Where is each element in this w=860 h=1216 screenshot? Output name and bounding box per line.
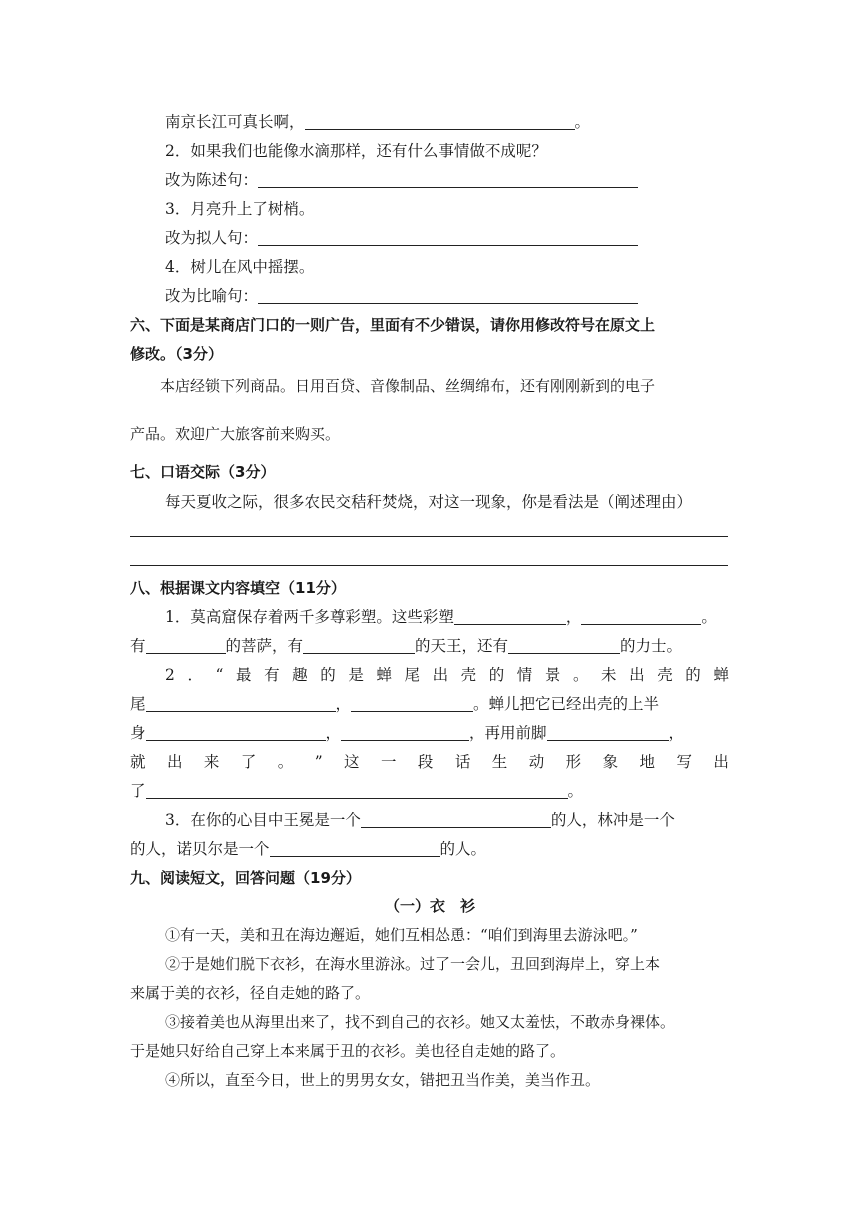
char: 是 [348,666,364,684]
text-pusa: 的菩萨，有 [225,637,304,655]
q5-item4-text: 4．树儿在风中摇摆。 [165,258,315,276]
section9-heading: 九、阅读短文，回答问题（19分） [130,869,361,887]
answer-blank[interactable] [146,782,568,799]
q5-item3-answer-line [165,228,638,248]
answer-blank[interactable] [258,229,638,246]
section6-heading-line1: 六、下面是某商店门口的一则广告，里面有不少错误，请你用修改符号在原文上 [130,316,656,334]
passage-p2-line2: 来属于美的衣衫，径自走她的路了。 [130,984,371,1002]
section8-heading: 八、根据课文内容填空（11分） [130,579,346,597]
section6-ad-line1: 本店经锁下列商品。日用百贷、音像制品、丝绸绵布，还有刚刚新到的电子 [160,377,656,395]
answer-blank[interactable] [454,608,566,625]
char: 有 [264,666,280,684]
char: 这 [344,753,360,771]
char: 了 [240,753,257,771]
char: 地 [639,753,656,771]
char: 的 [488,666,505,684]
char: 段 [417,753,434,771]
text-shen: 身 [130,724,146,742]
answer-blank[interactable] [361,811,551,828]
char: 的 [320,666,336,684]
char: 情 [516,666,533,684]
text-tianwang: 的天王，还有 [415,637,509,655]
section8-item3-line1 [165,810,675,830]
answer-blank[interactable] [146,724,326,741]
answer-blank[interactable] [146,695,336,712]
char: ” [314,753,323,771]
q5-item4-answer-line [165,286,638,306]
comma: ， [335,695,352,713]
answer-blank[interactable] [508,637,620,654]
char: 壳 [460,666,477,684]
answer-line[interactable] [130,536,728,537]
char: 就 [130,753,146,771]
q5-item1-line [165,112,590,132]
text-nobel: 的人，诺贝尔是一个 [130,840,270,858]
answer-blank[interactable] [258,171,638,188]
section8-item3-line2 [130,839,486,859]
char: “ [215,666,224,684]
answer-blank[interactable] [305,113,575,130]
text-deren: 的人。 [439,840,487,858]
passage-p3-line1: ③接着美也从海里出来了，找不到自己的衣衫。她又太羞怯，不敢赤身裸体。 [165,1013,676,1031]
text-chaner: 。蝉儿把它已经出壳的上半 [473,695,660,713]
period: 。 [701,608,717,626]
char: 2 [165,666,175,684]
section6-heading-line2: 修改。（3分） [130,345,223,363]
text-le: 了 [130,782,146,800]
answer-blank[interactable] [258,287,638,304]
char: 出 [166,753,183,771]
passage-p2-line1: ②于是她们脱下衣衫，在海水里游泳。过了一会儿，丑回到海岸上，穿上本 [165,955,661,973]
char: 出 [432,666,449,684]
q5-item3-prompt: 改为拟人句： [165,229,259,247]
period: 。 [567,782,584,800]
passage-p1: ①有一天，美和丑在海边邂逅，她们互相怂恿：“咱们到海里去游泳吧。” [165,926,638,944]
comma: ， [668,724,685,742]
text-wei: 尾 [130,695,146,713]
q5-item2-answer-line [165,170,638,190]
char: 最 [236,666,252,684]
char: 。 [277,753,294,771]
section8-item1-line1 [165,607,717,627]
section7-prompt: 每天夏收之际，很多农民交秸秆焚烧，对这一现象，你是看法是（阐述理由） [165,493,693,511]
passage-title: （一）衣 衫 [384,897,475,915]
comma: ， [565,608,582,626]
char: 动 [528,753,545,771]
text-lishi: 的力士。 [620,637,683,655]
char: 写 [676,753,692,771]
answer-blank[interactable] [351,695,473,712]
char: 尾 [404,666,420,684]
char: 壳 [657,666,673,684]
char: 。 [572,666,589,684]
char: 的 [685,666,701,684]
char: 未 [601,666,617,684]
section6-ad-line2: 产品。欢迎广大旅客前来购买。 [130,425,341,443]
answer-blank[interactable] [303,637,415,654]
answer-line[interactable] [130,565,728,566]
text-wangmian: 3．在你的心目中王冕是一个 [165,811,361,829]
passage-p4: ④所以，直至今日，世上的男男女女，错把丑当作美，美当作丑。 [165,1071,601,1089]
answer-blank[interactable] [341,724,469,741]
text-you: 有 [130,637,146,655]
char: 景 [544,666,561,684]
char: 一 [380,753,397,771]
section8-item1-text: 1．莫高窟保存着两千多尊彩塑。这些彩塑 [165,608,454,626]
section8-item2-line4 [130,752,729,772]
char: 象 [602,753,619,771]
char: 蝉 [713,666,729,684]
char: 来 [203,753,220,771]
q5-item2-text: 2．如果我们也能像水滴那样，还有什么事情做不成呢？ [165,142,547,160]
char: 蝉 [376,666,392,684]
q5-item4-prompt: 改为比喻句： [165,287,259,305]
char: 生 [491,753,508,771]
section7-heading: 七、口语交际（3分） [130,463,276,481]
section8-item2-line5 [130,781,583,801]
char: 出 [713,753,729,771]
answer-blank[interactable] [547,724,669,741]
answer-blank[interactable] [270,840,440,857]
answer-blank[interactable] [581,608,701,625]
char: 形 [565,753,582,771]
q5-item1-text: 南京长江可真长啊， [165,113,305,131]
comma: ， [325,724,342,742]
passage-p3-line2: 于是她只好给自己穿上本来属于丑的衣衫。美也径自走她的路了。 [130,1042,566,1060]
char: ． [187,666,203,684]
answer-blank[interactable] [146,637,226,654]
q5-item1-end: 。 [574,113,591,131]
section8-item2-line1 [165,665,729,685]
text-linchong: 的人，林冲是一个 [550,811,675,829]
q5-item2-prompt: 改为陈述句： [165,171,259,189]
text-qianjiao: ，再用前脚 [469,724,547,742]
section8-item1-line2 [130,636,682,656]
section8-item2-line3 [130,723,684,743]
section8-item2-line2 [130,694,659,714]
char: 出 [629,666,645,684]
char: 趣 [292,666,308,684]
char: 话 [454,753,471,771]
q5-item3-text: 3．月亮升上了树梢。 [165,200,315,218]
